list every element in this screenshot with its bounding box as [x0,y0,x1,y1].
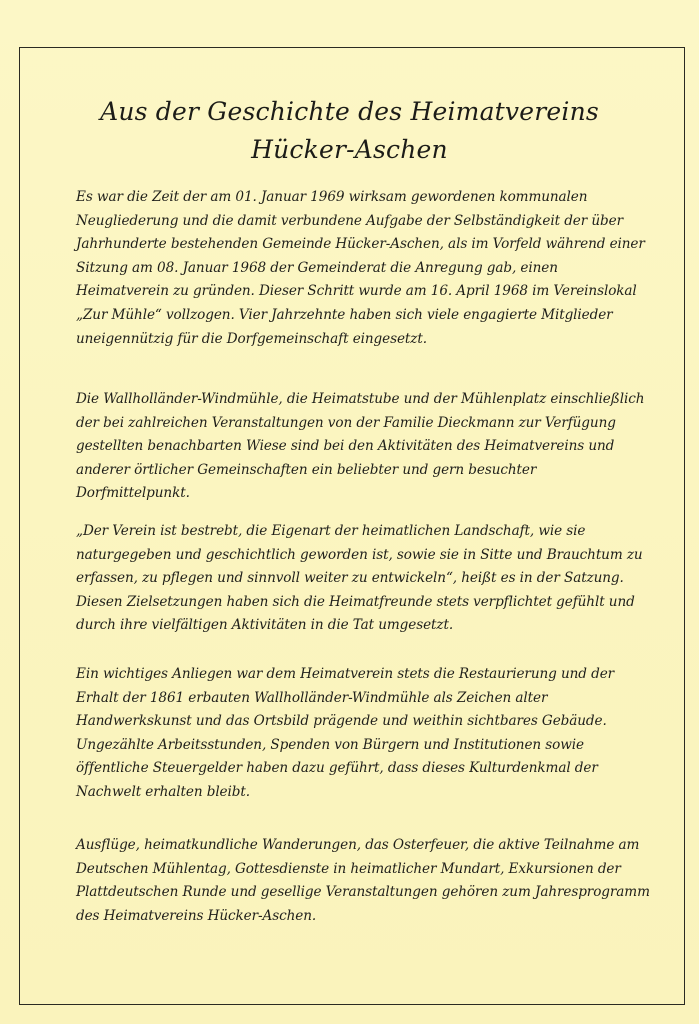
document-title-line-1: Aus der Geschichte des Heimatvereins [100,97,599,126]
paragraph-founding: Es war die Zeit der am 01. Januar 1969 wirksam gewordenen kommunalen Neugliederung und die damit verbundene Aufgabe der Selbständigkeit der über Jahrhunderte bestehenden Gemeinde Hücker-Aschen, als im Vorfeld während einer Sitzung am 08. Januar 1968 der Gemeinderat die Anregung gab, einen Heimatverein zu gründen. Dieser Schritt wurde am 16. April 1968 im Vereinslokal „Zur Mühle“ vollzogen. Vier Jahrzehnte haben sich viele engagierte Mitglieder uneigennützig für die Dorfgemeinschaft eingesetzt. [76,189,645,347]
paragraph-statute-quote: „Der Verein ist bestrebt, die Eigenart der heimatlichen Landschaft, wie sie naturgegeben und geschichtlich geworden ist, sowie sie in Sitte und Brauchtum zu erfassen, zu pflegen und sinnvoll weiter zu entwickeln“, heißt es in der Satzung. Diesen Zielsetzungen haben sich die Heimatfreunde stets verpflichtet gefühlt und durch ihre vielfältigen Aktivitäten in die Tat umgesetzt. [76,523,643,634]
paragraph-windmill-centre: Die Wallholländer-Windmühle, die Heimatstube und der Mühlenplatz einschließlich der bei zahlreichen Veranstaltungen von der Familie Dieckmann zur Verfügung gestellten benachbarten Wiese sind bei den Aktivitäten des Heimatvereins und anderer örtlicher Gemeinschaften ein beliebter und gern besuchter Dorfmittelpunkt. [76,391,645,502]
document-title-line-2: Hücker-Aschen [251,135,448,164]
paragraph-restoration: Ein wichtiges Anliegen war dem Heimatverein stets die Restaurierung und der Erhalt der 1861 erbauten Wallholländer-Windmühle als Zeichen alter Handwerkskunst und das Ortsbild prägende und weithin sichtbares Gebäude. Ungezählte Arbeitsstunden, Spenden von Bürgern und Institutionen sowie öffentliche Steuergelder haben dazu geführt, dass dieses Kulturdenkmal der Nachwelt erhalten bleibt. [76,666,615,800]
paragraph-activities: Ausflüge, heimatkundliche Wanderungen, das Osterfeuer, die aktive Teilnahme am Deutschen Mühlentag, Gottesdienste in heimatlicher Mundart, Exkursionen der Plattdeutschen Runde und gesellige Veranstaltungen gehören zum Jahresprogramm des Heimatvereins Hücker-Aschen. [76,837,650,924]
